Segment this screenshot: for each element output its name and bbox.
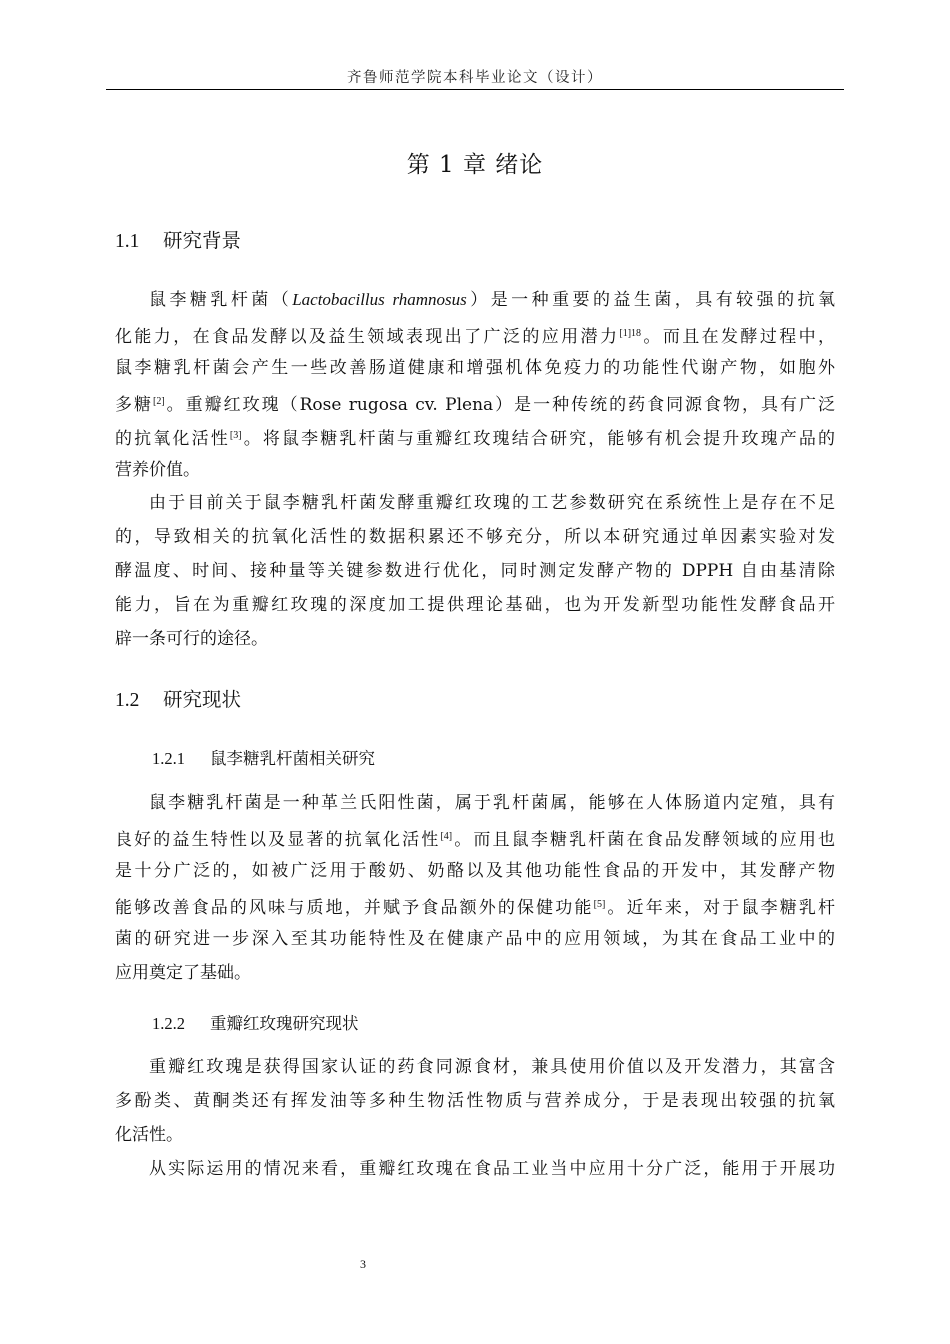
subsection-heading-1-2-2: [152, 1010, 359, 1034]
text-run: 。重瓣红玫瑰（Rose rugosa cv. Plena）是一种传统的药食同源食物，具有广泛: [164, 395, 835, 415]
text-run: 多糖: [115, 395, 153, 415]
text-run: 能够改善食品的风味与质地，并赋予食品额外的保健功能: [115, 898, 594, 918]
species-name: Lactobacillus rhamnosus: [292, 290, 467, 309]
section-title: 研究现状: [163, 688, 242, 711]
paragraph-2-line-4: 能力，旨在为重瓣红玫瑰的深度加工提供理论基础，也为开发新型功能性发酵食品开: [115, 595, 835, 615]
text-run: 鼠李糖乳杆菌（: [149, 290, 293, 310]
paragraph-3-line-1: 鼠李糖乳杆菌是一种革兰氏阳性菌，属于乳杆菌属，能够在人体肠道内定殖，具有: [149, 793, 835, 813]
paragraph-1-line-4: [115, 385, 835, 419]
citation: [3]: [229, 430, 242, 441]
text-run: 化能力，在食品发酵以及益生领域表现出了广泛的应用潜力: [115, 327, 620, 347]
subsection-title: 鼠李糖乳杆菌相关研究: [210, 749, 375, 768]
paragraph-2-line-3: 酵温度、时间、接种量等关键参数进行优化，同时测定发酵产物的 DPPH 自由基清除: [115, 561, 835, 581]
text-run: 。而且鼠李糖乳杆菌在食品发酵领域的应用也: [452, 830, 836, 850]
paragraph-3-line-3: 是十分广泛的，如被广泛用于酸奶、奶酪以及其他功能性食品的开发中，其发酵产物: [115, 861, 835, 881]
text-run: 。近年来，对于鼠李糖乳杆: [605, 898, 836, 918]
paragraph-1-line-3: 鼠李糖乳杆菌会产生一些改善肠道健康和增强机体免疫力的功能性代谢产物，如胞外: [115, 358, 835, 378]
section-number: 1.2: [115, 690, 140, 711]
paragraph-4-line-1: 重瓣红玫瑰是获得国家认证的药食同源食材，兼具使用价值以及开发潜力，其富含: [149, 1057, 835, 1077]
subsection-heading-1-2-1: [152, 745, 375, 769]
paragraph-2-line-5: 辟一条可行的途径。: [115, 629, 268, 649]
paragraph-4-line-3: 化活性。: [115, 1125, 183, 1145]
paragraph-2-line-2: 的，导致相关的抗氧化活性的数据积累还不够充分，所以本研究通过单因素实验对发: [115, 527, 835, 547]
paragraph-1-line-1: [149, 283, 835, 317]
subsection-title: 重瓣红玫瑰研究现状: [210, 1014, 359, 1033]
chapter-title: 第 1 章 绪论: [406, 152, 544, 178]
paragraph-1-line-6: 营养价值。: [115, 460, 200, 480]
paragraph-2-line-1: 由于目前关于鼠李糖乳杆菌发酵重瓣红玫瑰的工艺参数研究在系统性上是存在不足: [149, 493, 835, 513]
section-title: 研究背景: [163, 229, 242, 252]
section-number: 1.1: [115, 231, 140, 252]
paragraph-4-line-2: 多酚类、黄酮类还有挥发油等多种生物活性物质与营养成分，于是表现出较强的抗氧: [115, 1091, 835, 1111]
citation: [5]: [593, 899, 606, 910]
citation: [2]: [152, 396, 165, 407]
paragraph-3-line-2: [115, 820, 835, 854]
text-run: 。将鼠李糖乳杆菌与重瓣红玫瑰结合研究，能够有机会提升玫瑰产品的: [241, 429, 836, 449]
citation: [4]: [440, 831, 453, 842]
paragraph-3-line-4: [115, 888, 835, 922]
page-number: 3: [360, 1257, 366, 1271]
citation: [1]18: [619, 328, 642, 339]
paragraph-1-line-5: [115, 419, 835, 453]
paragraph-5-line-1: 从实际运用的情况来看，重瓣红玫瑰在食品工业当中应用十分广泛，能用于开展功: [149, 1159, 835, 1179]
text-run: 的抗氧化活性: [115, 429, 230, 449]
paragraph-1-line-2: [115, 317, 835, 351]
text-run: 良好的益生特性以及显著的抗氧化活性: [115, 830, 441, 850]
text-run: ）是一种重要的益生菌，具有较强的抗氧: [466, 290, 836, 310]
paragraph-3-line-6: 应用奠定了基础。: [115, 963, 251, 983]
subsection-number: 1.2.2: [152, 1014, 185, 1033]
section-heading-1-2: [115, 684, 241, 712]
section-heading-1-1: [115, 225, 241, 253]
header-rule: [106, 89, 844, 90]
running-header: 齐鲁师范学院本科毕业论文（设计）: [347, 70, 603, 86]
text-run: 。而且在发酵过程中，: [641, 327, 836, 347]
subsection-number: 1.2.1: [152, 749, 185, 768]
paragraph-3-line-5: 菌的研究进一步深入至其功能特性及在健康产品中的应用领域，为其在食品工业中的: [115, 929, 835, 949]
